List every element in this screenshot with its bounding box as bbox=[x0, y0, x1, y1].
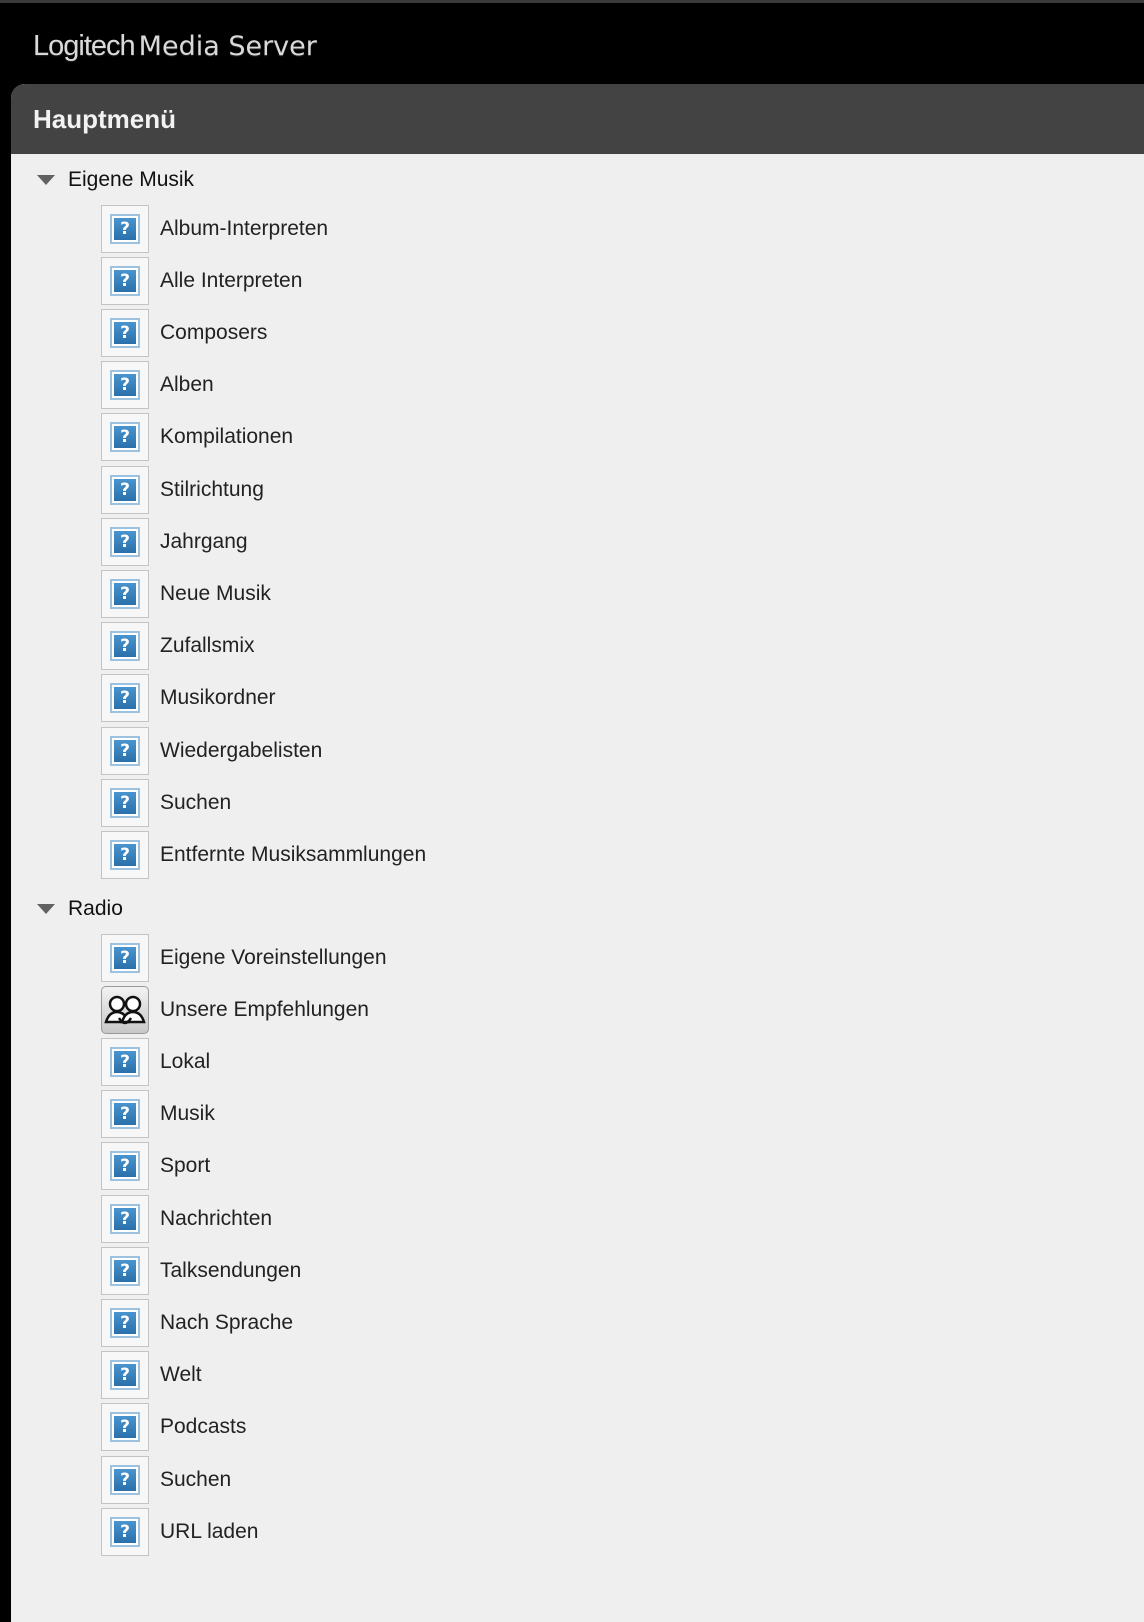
menu-item[interactable] bbox=[101, 1402, 801, 1452]
question-icon: ? bbox=[101, 779, 149, 827]
menu-item-label: Musik bbox=[160, 1102, 215, 1126]
question-icon: ? bbox=[101, 1351, 149, 1399]
menu-item-label: Nachrichten bbox=[160, 1206, 273, 1230]
question-icon: ? bbox=[101, 518, 149, 566]
question-icon: ? bbox=[101, 466, 149, 514]
menu-item-label: Nach Sprache bbox=[160, 1310, 294, 1334]
section-label: Eigene Musik bbox=[68, 168, 195, 191]
question-icon: ? bbox=[101, 570, 149, 618]
menu-item-label: Composers bbox=[160, 320, 268, 344]
people-icon bbox=[101, 986, 149, 1034]
question-icon: ? bbox=[101, 1456, 149, 1504]
collapse-triangle-icon[interactable] bbox=[37, 904, 55, 914]
menu-item-label: Alle Interpreten bbox=[160, 268, 303, 292]
menu-item[interactable] bbox=[101, 778, 801, 828]
menu-item[interactable] bbox=[101, 360, 801, 410]
logo-brand: Logitech bbox=[33, 30, 135, 62]
question-icon: ? bbox=[101, 1142, 149, 1190]
menu-item[interactable] bbox=[101, 933, 801, 983]
menu-item[interactable] bbox=[101, 308, 801, 358]
menu-item-label: Musikordner bbox=[160, 686, 276, 710]
question-icon: ? bbox=[101, 1403, 149, 1451]
collapse-triangle-icon[interactable] bbox=[37, 175, 55, 185]
menu-item-label: Suchen bbox=[160, 1467, 232, 1491]
menu-item-label: Entfernte Musiksammlungen bbox=[160, 842, 427, 866]
menu-item-label: Wiedergabelisten bbox=[160, 738, 323, 762]
menu-item[interactable] bbox=[101, 1350, 801, 1400]
question-icon: ? bbox=[101, 1299, 149, 1347]
question-icon: ? bbox=[101, 622, 149, 670]
menu-item[interactable] bbox=[101, 673, 801, 723]
menu-item-label: Unsere Empfehlungen bbox=[160, 997, 369, 1021]
question-icon: ? bbox=[101, 309, 149, 357]
menu-item[interactable] bbox=[101, 1089, 801, 1139]
question-icon: ? bbox=[101, 831, 149, 879]
menu-item[interactable] bbox=[101, 726, 801, 776]
menu-item-label: Sport bbox=[160, 1154, 211, 1178]
top-bar bbox=[0, 0, 1144, 84]
menu-item[interactable] bbox=[101, 1298, 801, 1348]
question-icon: ? bbox=[101, 934, 149, 982]
menu-item-label: Kompilationen bbox=[160, 425, 294, 449]
menu-item-label: Jahrgang bbox=[160, 529, 248, 553]
question-icon: ? bbox=[101, 1038, 149, 1086]
menu-item[interactable] bbox=[101, 1141, 801, 1191]
menu-item-label: Alben bbox=[160, 373, 214, 397]
menu-item[interactable] bbox=[101, 621, 801, 671]
menu-item-label: Podcasts bbox=[160, 1415, 247, 1439]
menu-item-label: URL laden bbox=[160, 1519, 259, 1543]
menu-item[interactable] bbox=[101, 1507, 801, 1557]
menu-item-label: Lokal bbox=[160, 1049, 211, 1073]
menu-item-label: Zufallsmix bbox=[160, 634, 255, 658]
logo-product: Media Server bbox=[138, 31, 317, 62]
app-logo[interactable] bbox=[33, 30, 317, 63]
menu-item[interactable] bbox=[101, 465, 801, 515]
question-icon: ? bbox=[101, 257, 149, 305]
panel-header bbox=[11, 84, 1144, 154]
menu-item-label: Album-Interpreten bbox=[160, 216, 329, 240]
menu-item-label: Stilrichtung bbox=[160, 477, 264, 501]
question-icon: ? bbox=[101, 1090, 149, 1138]
menu-item-label: Neue Musik bbox=[160, 581, 271, 605]
question-icon: ? bbox=[101, 361, 149, 409]
question-icon: ? bbox=[101, 1247, 149, 1295]
menu-item[interactable] bbox=[101, 1194, 801, 1244]
menu-item[interactable] bbox=[101, 204, 801, 254]
question-icon: ? bbox=[101, 727, 149, 775]
menu-item-label: Talksendungen bbox=[160, 1258, 302, 1282]
page-title: Hauptmenü bbox=[33, 103, 176, 134]
question-icon: ? bbox=[101, 1508, 149, 1556]
menu-item-label: Welt bbox=[160, 1363, 202, 1387]
menu-item[interactable] bbox=[101, 1246, 801, 1296]
menu-item[interactable] bbox=[101, 256, 801, 306]
question-icon: ? bbox=[101, 413, 149, 461]
menu-item-label: Suchen bbox=[160, 790, 232, 814]
section-label: Radio bbox=[68, 897, 123, 920]
menu-item[interactable] bbox=[101, 830, 801, 880]
menu-item-label: Eigene Voreinstellungen bbox=[160, 945, 387, 969]
menu-item[interactable] bbox=[101, 1037, 801, 1087]
question-icon: ? bbox=[101, 205, 149, 253]
question-icon: ? bbox=[101, 674, 149, 722]
menu-item[interactable] bbox=[101, 517, 801, 567]
question-icon: ? bbox=[101, 1195, 149, 1243]
menu-item[interactable] bbox=[101, 985, 801, 1035]
menu-item[interactable] bbox=[101, 412, 801, 462]
main-menu-panel bbox=[11, 84, 1144, 1622]
menu-item[interactable] bbox=[101, 1455, 801, 1505]
menu-item[interactable] bbox=[101, 569, 801, 619]
